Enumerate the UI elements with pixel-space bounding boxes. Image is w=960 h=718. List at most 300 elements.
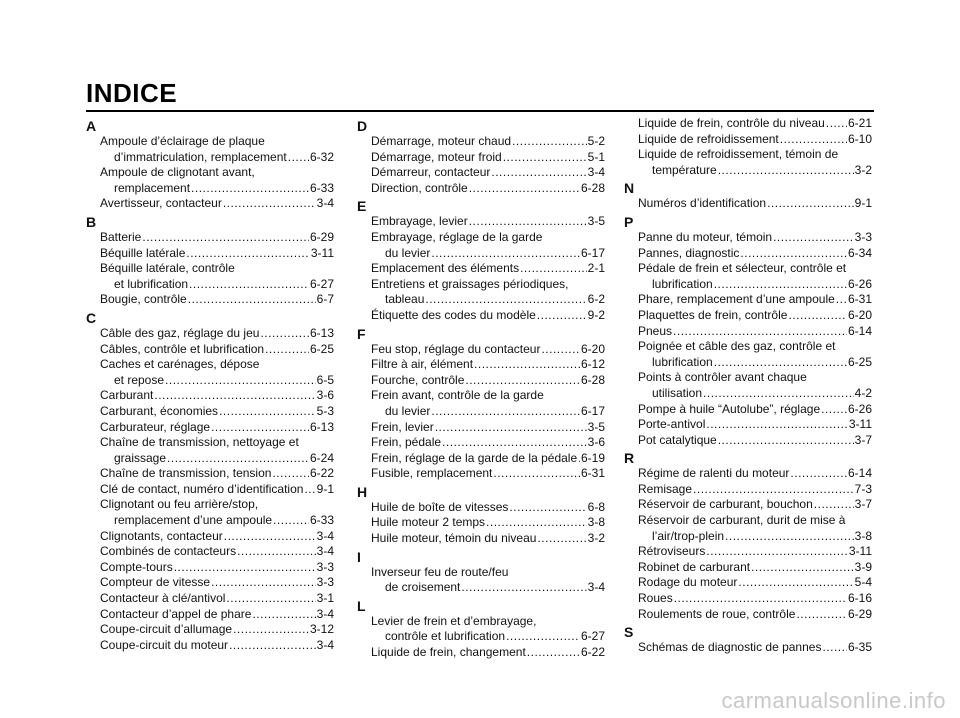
index-entry	[357, 466, 605, 482]
index-entry	[357, 388, 605, 404]
dot-leader	[822, 640, 847, 656]
page-number: 3-4	[316, 528, 334, 543]
dot-leader	[714, 277, 847, 293]
section-letter: R	[624, 450, 635, 467]
dot-leader	[714, 355, 847, 371]
dot-leader	[233, 622, 309, 638]
dot-leader	[826, 116, 847, 132]
index-entry	[624, 544, 872, 560]
dot-leader	[288, 150, 309, 166]
dot-leader	[512, 134, 587, 150]
index-entry	[86, 560, 334, 576]
entry-text: Compte-tours	[100, 559, 173, 574]
entry-text: du levier	[385, 403, 431, 418]
entry-text: Démarreur, contacteur	[371, 165, 491, 180]
index-entry	[86, 529, 334, 545]
entry-text: Combinés de contacteurs	[100, 544, 237, 559]
title-rule	[86, 110, 874, 112]
entry-text: Clignotant ou feu arrière/stop,	[100, 497, 259, 512]
entry-text: Caches et carénages, dépose	[100, 357, 260, 372]
entry-text: Câble des gaz, réglage du jeu	[100, 325, 260, 340]
dot-leader	[740, 246, 847, 262]
entry-text: de croisement	[385, 580, 461, 595]
dot-leader	[814, 497, 854, 513]
page-number: 3-4	[587, 165, 605, 180]
index-entry	[624, 196, 872, 212]
index-column-2	[357, 116, 605, 661]
entry-text: Frein, pédale	[371, 435, 442, 450]
entry-text: Numéros d’identification	[638, 196, 767, 211]
entry-text: Fusible, remplacement	[371, 466, 493, 481]
dot-leader	[537, 531, 586, 547]
page-number: 6-17	[580, 245, 605, 260]
entry-text: Robinet de carburant	[638, 559, 751, 574]
page-number: 6-7	[316, 292, 334, 307]
entry-text: Contacteur d’appel de phare	[100, 606, 252, 621]
page-number: 6-33	[309, 513, 334, 528]
dot-leader	[211, 575, 316, 591]
index-entry	[624, 308, 872, 324]
page-number: 6-10	[847, 131, 872, 146]
entry-text: contrôle et lubrification	[385, 629, 506, 644]
dot-leader	[469, 181, 580, 197]
index-entry	[86, 292, 334, 308]
dot-leader	[821, 402, 847, 418]
dot-leader	[223, 196, 316, 212]
dot-leader	[788, 308, 847, 324]
dot-leader	[211, 420, 309, 436]
entry-text: Panne du moteur, témoin	[638, 229, 773, 244]
page-number: 9-1	[316, 481, 334, 496]
dot-leader	[674, 591, 847, 607]
dot-leader	[219, 404, 316, 420]
dot-leader	[304, 482, 315, 498]
dot-leader	[260, 326, 309, 342]
index-entry	[357, 580, 605, 596]
index-entry	[357, 181, 605, 197]
page-number: 4-2	[854, 385, 872, 400]
page-number: 3-9	[854, 559, 872, 574]
index-entry	[624, 324, 872, 340]
index-entry	[357, 373, 605, 389]
index-entry	[357, 150, 605, 166]
index-entry	[357, 134, 605, 150]
page-number: 6-26	[847, 401, 872, 416]
section-letter: B	[86, 213, 97, 230]
page-number: 6-8	[587, 499, 605, 514]
index-entry	[86, 607, 334, 623]
index-entry	[624, 246, 872, 262]
dot-leader	[237, 544, 316, 560]
section-letter: I	[357, 548, 361, 565]
index-entry	[624, 230, 872, 246]
dot-leader	[718, 163, 854, 179]
section-letter: S	[624, 624, 634, 641]
index-entry	[624, 417, 872, 433]
dot-leader	[509, 500, 586, 516]
watermark: carmanualsonline.info	[721, 688, 946, 713]
entry-text: Pompe à huile “Autolube”, réglage	[638, 401, 821, 416]
entry-text: Porte-antivol	[638, 417, 706, 432]
dot-leader	[718, 433, 854, 449]
page-number: 6-20	[847, 307, 872, 322]
index-entry	[86, 482, 334, 498]
entry-text: Frein, levier	[371, 419, 434, 434]
index-entry	[357, 451, 605, 467]
entry-text: Frein, réglage de la garde de la pédale	[371, 450, 578, 465]
index-entry	[357, 500, 605, 516]
dot-leader	[520, 261, 587, 277]
index-entry	[86, 230, 334, 246]
page-number: 3-12	[309, 622, 334, 637]
page-number: 5-1	[587, 149, 605, 164]
dot-leader	[431, 404, 580, 420]
index-entry	[624, 386, 872, 402]
dot-leader	[226, 591, 315, 607]
index-entry	[624, 466, 872, 482]
section-letter: N	[624, 180, 635, 197]
entry-text: Liquide de frein, contrôle du niveau	[638, 116, 825, 130]
index-entry	[86, 575, 334, 591]
entry-text: remplacement	[114, 180, 191, 195]
index-entry	[86, 277, 334, 293]
page-number: 3-8	[854, 528, 872, 543]
index-entry	[86, 373, 334, 389]
page-number: 6-29	[309, 229, 334, 244]
index-entry	[624, 591, 872, 607]
entry-text: Phare, remplacement d’une ampoule	[638, 292, 835, 307]
page-number: 3-4	[587, 580, 605, 595]
entry-text: Clé de contact, numéro d’identification	[100, 481, 304, 496]
index-entry	[86, 150, 334, 166]
dot-leader	[796, 607, 847, 623]
page-number: 6-12	[580, 357, 605, 372]
page-number: 3-4	[316, 637, 334, 652]
entry-text: Réservoir de carburant, durit de mise à	[638, 513, 846, 528]
dot-leader	[706, 417, 847, 433]
index-entry	[357, 165, 605, 181]
page-number: 3-11	[848, 417, 872, 432]
page-number: 3-6	[316, 388, 334, 403]
dot-leader	[465, 373, 580, 389]
page-number: 6-14	[847, 466, 872, 481]
dot-leader	[142, 230, 309, 246]
page-number: 6-33	[309, 180, 334, 195]
index-entry	[86, 134, 334, 150]
index-column-3	[624, 116, 872, 656]
page-number: 6-25	[309, 341, 334, 356]
entry-text: Inverseur feu de route/feu	[371, 564, 509, 579]
section-letter: D	[357, 118, 368, 134]
section-letter: F	[357, 325, 366, 342]
entry-text: Avertisseur, contacteur	[100, 196, 222, 211]
index-entry	[624, 402, 872, 418]
dot-leader	[578, 451, 580, 467]
page-number: 6-25	[847, 354, 872, 369]
index-entry	[86, 451, 334, 467]
page-number: 6-22	[309, 466, 334, 481]
page-number: 3-2	[587, 531, 605, 546]
entry-text: lubrification	[652, 354, 713, 369]
index-entry	[357, 246, 605, 262]
dot-leader	[154, 388, 315, 404]
index-entry	[624, 529, 872, 545]
dot-leader	[703, 386, 854, 402]
index-entry	[357, 277, 605, 293]
entry-text: du levier	[385, 245, 431, 260]
index-entry	[357, 357, 605, 373]
entry-text: Embrayage, levier	[371, 214, 468, 229]
index-entry	[624, 640, 872, 656]
entry-text: Carburateur, réglage	[100, 419, 211, 434]
index-entry	[357, 531, 605, 547]
entry-text: Huile de boîte de vitesses	[371, 499, 509, 514]
index-entry	[357, 308, 605, 324]
dot-leader	[751, 560, 854, 576]
page-number: 6-17	[580, 403, 605, 418]
entry-text: Coupe-circuit d’allumage	[100, 622, 233, 637]
entry-text: lubrification	[652, 276, 713, 291]
entry-text: Réservoir de carburant, bouchon	[638, 497, 813, 512]
entry-text: Liquide de refroidissement, témoin de	[638, 147, 839, 162]
entry-text: Étiquette des codes du modèle	[371, 307, 536, 322]
page-number: 5-3	[316, 403, 334, 418]
page-number: 6-24	[309, 450, 334, 465]
entry-text: Clignotants, contacteur	[100, 528, 223, 543]
entry-text: Filtre à air, élément	[371, 357, 474, 372]
dot-leader	[265, 342, 309, 358]
index-entry	[357, 435, 605, 451]
entry-text: Pannes, diagnostic	[638, 245, 740, 260]
entry-text: Coupe-circuit du moteur	[100, 637, 229, 652]
entry-text: Béquille latérale, contrôle	[100, 261, 235, 276]
entry-text: Pot catalytique	[638, 432, 717, 447]
page-number: 6-26	[847, 276, 872, 291]
page-number: 3-4	[316, 196, 334, 211]
index-entry	[357, 261, 605, 277]
dot-leader	[186, 246, 309, 262]
entry-text: graissage	[114, 450, 167, 465]
dot-leader	[165, 373, 316, 389]
index-entry	[624, 339, 872, 355]
index-entry	[86, 246, 334, 262]
dot-leader	[537, 308, 587, 324]
page-number: 3-1	[316, 591, 334, 606]
page-number: 3-3	[316, 575, 334, 590]
page-number: 6-19	[580, 450, 605, 465]
page-number: 6-16	[847, 591, 872, 606]
index-entry	[624, 147, 872, 163]
entry-text: et repose	[114, 372, 165, 387]
page-number: 7-3	[854, 481, 872, 496]
page-number: 5-2	[587, 134, 605, 148]
page-number: 6-13	[309, 419, 334, 434]
dot-leader	[773, 230, 854, 246]
index-column-1	[86, 116, 334, 653]
entry-text: Roues	[638, 591, 673, 606]
entry-text: Carburant, économies	[100, 403, 219, 418]
entry-text: et lubrification	[114, 276, 189, 291]
page-number: 3-5	[587, 214, 605, 229]
entry-text: Plaquettes de frein, contrôle	[638, 307, 788, 322]
entry-text: Compteur de vitesse	[100, 575, 211, 590]
page-number: 6-27	[309, 276, 334, 291]
dot-leader	[706, 544, 848, 560]
dot-leader	[486, 515, 587, 531]
entry-text: Pneus	[638, 323, 673, 338]
entry-text: tableau	[385, 292, 425, 307]
index-entry	[86, 388, 334, 404]
entry-text: Levier de frein et d’embrayage,	[371, 613, 537, 628]
index-entry	[624, 560, 872, 576]
index-entry	[86, 357, 334, 373]
index-entry	[357, 214, 605, 230]
dot-leader	[188, 292, 316, 308]
entry-text: Rodage du moteur	[638, 575, 738, 590]
section-letter: L	[357, 597, 366, 614]
dot-leader	[272, 466, 309, 482]
page-number: 3-3	[854, 229, 872, 244]
dot-leader	[673, 324, 847, 340]
index-entry	[624, 513, 872, 529]
section-letter: H	[357, 483, 368, 500]
entry-text: Bougie, contrôle	[100, 292, 187, 307]
entry-text: Chaîne de transmission, nettoyage et	[100, 435, 299, 450]
page-number: 3-7	[854, 432, 872, 447]
page-number: 5-4	[854, 575, 872, 590]
page-number: 3-6	[587, 435, 605, 450]
entry-text: Direction, contrôle	[371, 180, 468, 195]
index-entry	[357, 342, 605, 358]
dot-leader	[503, 150, 587, 166]
dot-leader	[425, 292, 586, 308]
page-number: 3-4	[316, 544, 334, 559]
dot-leader	[461, 580, 586, 596]
index-entry	[86, 181, 334, 197]
index-entry	[86, 261, 334, 277]
page-number: 3-11	[848, 544, 872, 559]
entry-text: Pédale de frein et sélecteur, contrôle et	[638, 261, 847, 276]
index-entry	[86, 404, 334, 420]
dot-leader	[541, 342, 580, 358]
page-number: 6-27	[580, 629, 605, 644]
index-entry	[86, 513, 334, 529]
dot-leader	[273, 513, 309, 529]
dot-leader	[780, 132, 847, 148]
dot-leader	[224, 529, 316, 545]
entry-text: remplacement d’une ampoule	[114, 513, 273, 528]
entry-text: Démarrage, moteur froid	[371, 149, 502, 164]
index-entry	[86, 591, 334, 607]
page-number: 6-35	[847, 640, 872, 655]
page-number: 9-1	[854, 196, 872, 211]
entry-text: Embrayage, réglage de la garde	[371, 229, 543, 244]
index-entry	[86, 196, 334, 212]
page-number: 6-22	[580, 645, 605, 660]
section-letter: A	[86, 118, 97, 134]
index-entry	[357, 420, 605, 436]
entry-text: Ampoule de clignotant avant,	[100, 165, 255, 180]
entry-text: Contacteur à clé/antivol	[100, 591, 226, 606]
entry-text: Emplacement des éléments	[371, 261, 520, 276]
index-entry	[86, 638, 334, 654]
dot-leader	[442, 435, 587, 451]
index-entry	[357, 292, 605, 308]
page-number: 3-3	[316, 559, 334, 574]
page-number: 6-29	[847, 606, 872, 621]
dot-leader	[469, 214, 587, 230]
section-letter: E	[357, 198, 367, 215]
index-entry	[624, 163, 872, 179]
page-number: 6-14	[847, 323, 872, 338]
index-entry	[86, 326, 334, 342]
entry-text: Roulements de roue, contrôle	[638, 606, 796, 621]
index-entry	[624, 116, 872, 132]
dot-leader	[174, 560, 316, 576]
entry-text: Batterie	[100, 229, 142, 244]
index-entry	[86, 342, 334, 358]
index-entry	[357, 565, 605, 581]
entry-text: Liquide de refroidissement	[638, 131, 779, 146]
dot-leader	[836, 292, 847, 308]
section-letter: C	[86, 309, 97, 326]
index-entry	[86, 466, 334, 482]
entry-text: Liquide de frein, changement	[371, 645, 526, 660]
entry-text: Régime de ralenti du moteur	[638, 466, 790, 481]
dot-leader	[474, 357, 580, 373]
index-entry	[357, 614, 605, 630]
dot-leader	[693, 482, 854, 498]
page-number: 6-20	[580, 341, 605, 356]
dot-leader	[493, 466, 580, 482]
entry-text: Rétroviseurs	[638, 544, 706, 559]
index-entry	[624, 370, 872, 386]
dot-leader	[506, 629, 580, 645]
index-entry	[357, 629, 605, 645]
dot-leader	[189, 277, 309, 293]
index-entry	[624, 497, 872, 513]
page-number: 6-34	[847, 245, 872, 260]
entry-text: Huile moteur, témoin du niveau	[371, 531, 537, 546]
entry-text: Schémas de diagnostic de pannes	[638, 640, 822, 655]
index-entry	[624, 607, 872, 623]
index-entry	[624, 433, 872, 449]
index-entry	[86, 435, 334, 451]
page-number: 6-21	[847, 116, 872, 130]
index-entry	[86, 622, 334, 638]
entry-text: Feu stop, réglage du contacteur	[371, 341, 541, 356]
entry-text: utilisation	[652, 385, 703, 400]
entry-text: Carburant	[100, 388, 154, 403]
entry-text: Câbles, contrôle et lubrification	[100, 341, 265, 356]
dot-leader	[725, 529, 854, 545]
index-entry	[624, 132, 872, 148]
dot-leader	[738, 575, 853, 591]
index-entry	[357, 515, 605, 531]
page-number: 3-2	[854, 162, 872, 177]
page-number: 3-4	[316, 606, 334, 621]
section-letter: P	[624, 213, 634, 230]
page-number: 2-1	[587, 261, 605, 276]
dot-leader	[431, 246, 580, 262]
page-number: 9-2	[587, 307, 605, 322]
dot-leader	[191, 181, 309, 197]
dot-leader	[527, 645, 580, 661]
entry-text: Chaîne de transmission, tension	[100, 466, 272, 481]
page-number: 3-5	[587, 419, 605, 434]
index-entry	[624, 482, 872, 498]
index-entry	[624, 261, 872, 277]
